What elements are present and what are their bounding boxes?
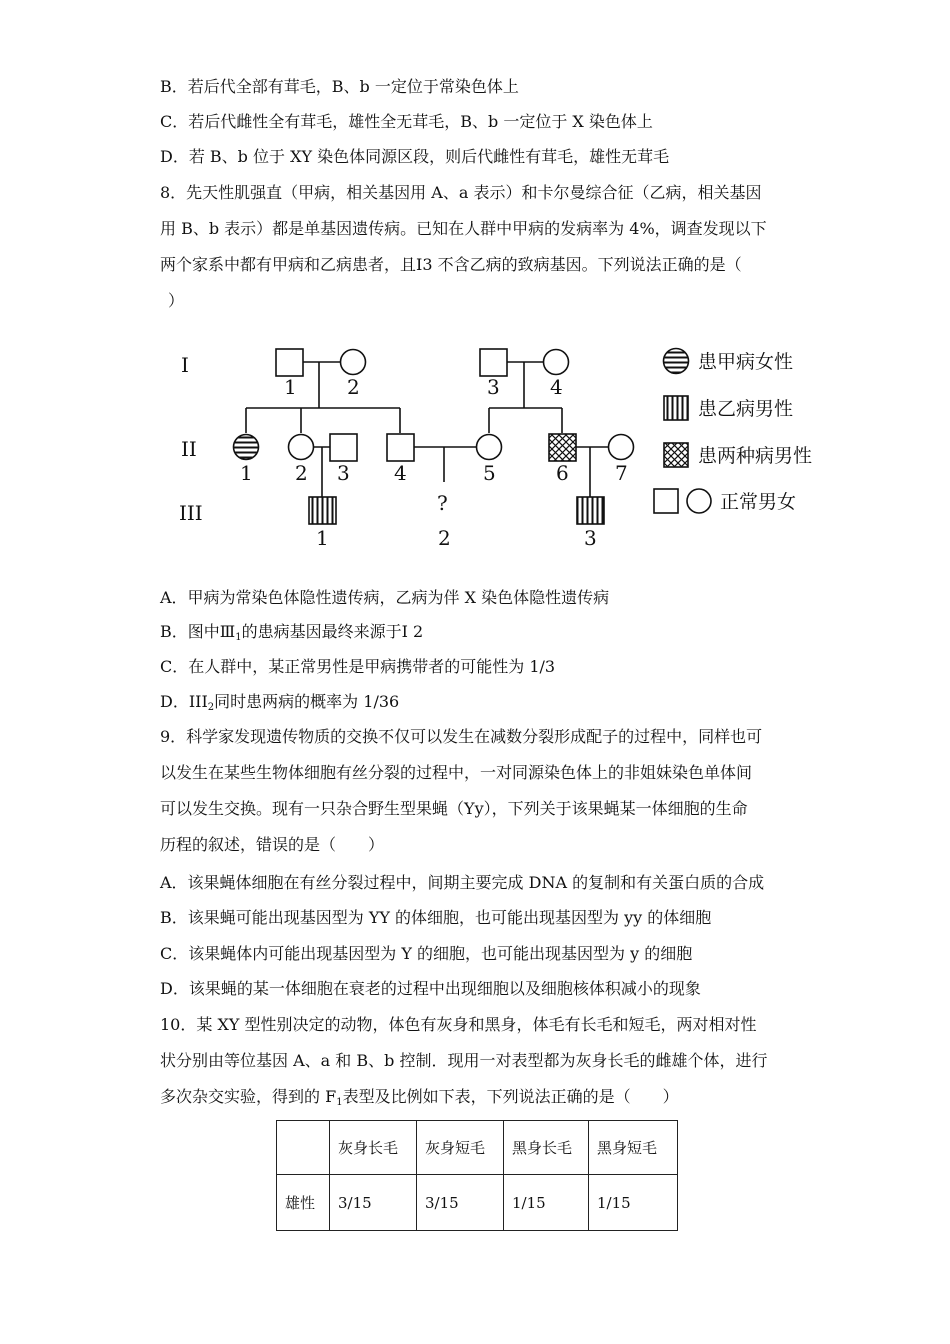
- label-ii-5: 5: [483, 461, 496, 485]
- label-ii-3: 3: [337, 461, 350, 485]
- individual-ii-3: [330, 434, 357, 461]
- table-row: [277, 1175, 678, 1231]
- label-iii-1: 1: [316, 526, 329, 550]
- q7-option-b: B．若后代全部有茸毛，B、b 一定位于常染色体上: [160, 77, 519, 96]
- label-ii-2: 2: [295, 461, 308, 485]
- label-ii-4: 4: [394, 461, 407, 485]
- legend-affected-a-female: 患甲病女性: [698, 351, 794, 373]
- individual-i-3: [480, 349, 507, 376]
- table-cell: 3/15: [417, 1175, 504, 1231]
- individual-i-4: [544, 350, 569, 375]
- label-ii-6: 6: [556, 461, 569, 485]
- label-iii-2: 2: [438, 526, 451, 550]
- q9-stem-line-2: 以发生在某些生物体细胞有丝分裂的过程中，一对同源染色体上的非姐妹染色单体间: [160, 763, 753, 782]
- label-i-1: 1: [284, 375, 297, 399]
- individual-ii-1: [234, 435, 259, 460]
- q8-stem-line-4: ）: [168, 291, 185, 310]
- q8-option-c: C．在人群中，某正常男性是甲病携带者的可能性为 1/3: [160, 657, 556, 676]
- table-cell: 1/15: [589, 1175, 678, 1231]
- q8-option-a: A．甲病为常染色体隐性遗传病，乙病为伴 X 染色体隐性遗传病: [160, 588, 610, 607]
- individual-i-1: [276, 349, 303, 376]
- table-header-cell: 灰身短毛: [417, 1121, 504, 1175]
- table-header-cell: 黑身短毛: [589, 1121, 678, 1175]
- generation-label-i: I: [181, 353, 189, 377]
- legend-affected-both-male-icon: [664, 443, 688, 467]
- unknown-individual-iii-2: ?: [437, 491, 448, 515]
- table-row-label: 雄性: [277, 1175, 330, 1231]
- pedigree-diagram: [160, 330, 840, 560]
- q9-option-c: C．该果蝇体内可能出现基因型为 Y 的细胞，也可能出现基因型为 y 的细胞: [160, 944, 693, 963]
- table-header-cell: [277, 1121, 330, 1175]
- q8-option-b: B．图中$Ⅲ_1$的患病基因最终来源于Ⅰ 2: [160, 622, 424, 643]
- legend-affected-a-female-icon: [664, 349, 689, 374]
- individual-ii-6: [549, 434, 576, 461]
- individual-ii-4: [387, 434, 414, 461]
- table-header-cell: 黑身长毛: [504, 1121, 589, 1175]
- generation-label-ii: II: [181, 437, 197, 461]
- q9-option-b: B．该果蝇可能出现基因型为 YY 的体细胞，也可能出现基因型为 yy 的体细胞: [160, 908, 712, 927]
- table-header-row: [277, 1121, 678, 1175]
- label-ii-7: 7: [615, 461, 628, 485]
- individual-ii-5: [477, 435, 502, 460]
- legend-normal-female-icon: [687, 489, 711, 513]
- q10-stem-line-1: 10．某 XY 型性别决定的动物，体色有灰身和黑身，体毛有长毛和短毛，两对相对性: [160, 1015, 757, 1034]
- legend-affected-both-male: 患两种病男性: [698, 445, 813, 467]
- individual-ii-2: [289, 435, 314, 460]
- table-header-cell: 灰身长毛: [330, 1121, 417, 1175]
- q8-stem-line-2: 用 B、b 表示）都是单基因遗传病。已知在人群中甲病的发病率为 4%，调查发现以下: [160, 219, 767, 238]
- table-cell: 3/15: [330, 1175, 417, 1231]
- individual-iii-3: [577, 497, 604, 524]
- q8-option-d: D．$III_2$同时患两病的概率为 1/36: [160, 692, 400, 713]
- q7-option-d: D．若 B、b 位于 XY 染色体同源区段，则后代雌性有茸毛，雄性无茸毛: [160, 147, 670, 166]
- label-i-4: 4: [550, 375, 563, 399]
- generation-label-iii: III: [179, 501, 203, 525]
- individual-iii-1: [309, 497, 336, 524]
- label-i-3: 3: [487, 375, 500, 399]
- q9-stem-line-3: 可以发生交换。现有一只杂合野生型果蝇（Yy），下列关于该果蝇某一体细胞的生命: [160, 799, 748, 818]
- q10-stem-line-3: 多次杂交实验，得到的 $F_1$表型及比例如下表，下列说法正确的是（ ）: [160, 1087, 679, 1108]
- legend-affected-b-male-icon: [664, 396, 688, 420]
- legend-normal-male-icon: [654, 489, 678, 513]
- q8-stem-line-1: 8．先天性肌强直（甲病，相关基因用 A、a 表示）和卡尔曼综合征（乙病，相关基因: [160, 183, 762, 202]
- legend-affected-b-male: 患乙病男性: [698, 398, 794, 420]
- individual-ii-7: [609, 435, 634, 460]
- q7-option-c: C．若后代雌性全有茸毛，雄性全无茸毛，B、b 一定位于 X 染色体上: [160, 112, 653, 131]
- q9-stem-line-1: 9．科学家发现遗传物质的交换不仅可以发生在减数分裂形成配子的过程中，同样也可: [160, 727, 763, 746]
- label-i-2: 2: [347, 375, 360, 399]
- legend-normal: 正常男女: [720, 491, 797, 513]
- individual-i-2: [341, 350, 366, 375]
- q8-stem-line-3: 两个家系中都有甲病和乙病患者，且Ⅰ3 不含乙病的致病基因。下列说法正确的是（: [160, 255, 742, 274]
- q9-option-a: A．该果蝇体细胞在有丝分裂过程中，间期主要完成 DNA 的复制和有关蛋白质的合成: [160, 873, 765, 892]
- label-ii-1: 1: [240, 461, 253, 485]
- label-iii-3: 3: [584, 526, 597, 550]
- q10-stem-line-2: 状分别由等位基因 A、a 和 B、b 控制．现用一对表型都为灰身长毛的雌雄个体，进行: [160, 1051, 768, 1070]
- q9-stem-line-4: 历程的叙述，错误的是（ ）: [160, 835, 385, 854]
- f1-phenotype-table: [276, 1120, 678, 1231]
- q9-option-d: D．该果蝇的某一体细胞在衰老的过程中出现细胞以及细胞核体积减小的现象: [160, 979, 701, 998]
- table-cell: 1/15: [504, 1175, 589, 1231]
